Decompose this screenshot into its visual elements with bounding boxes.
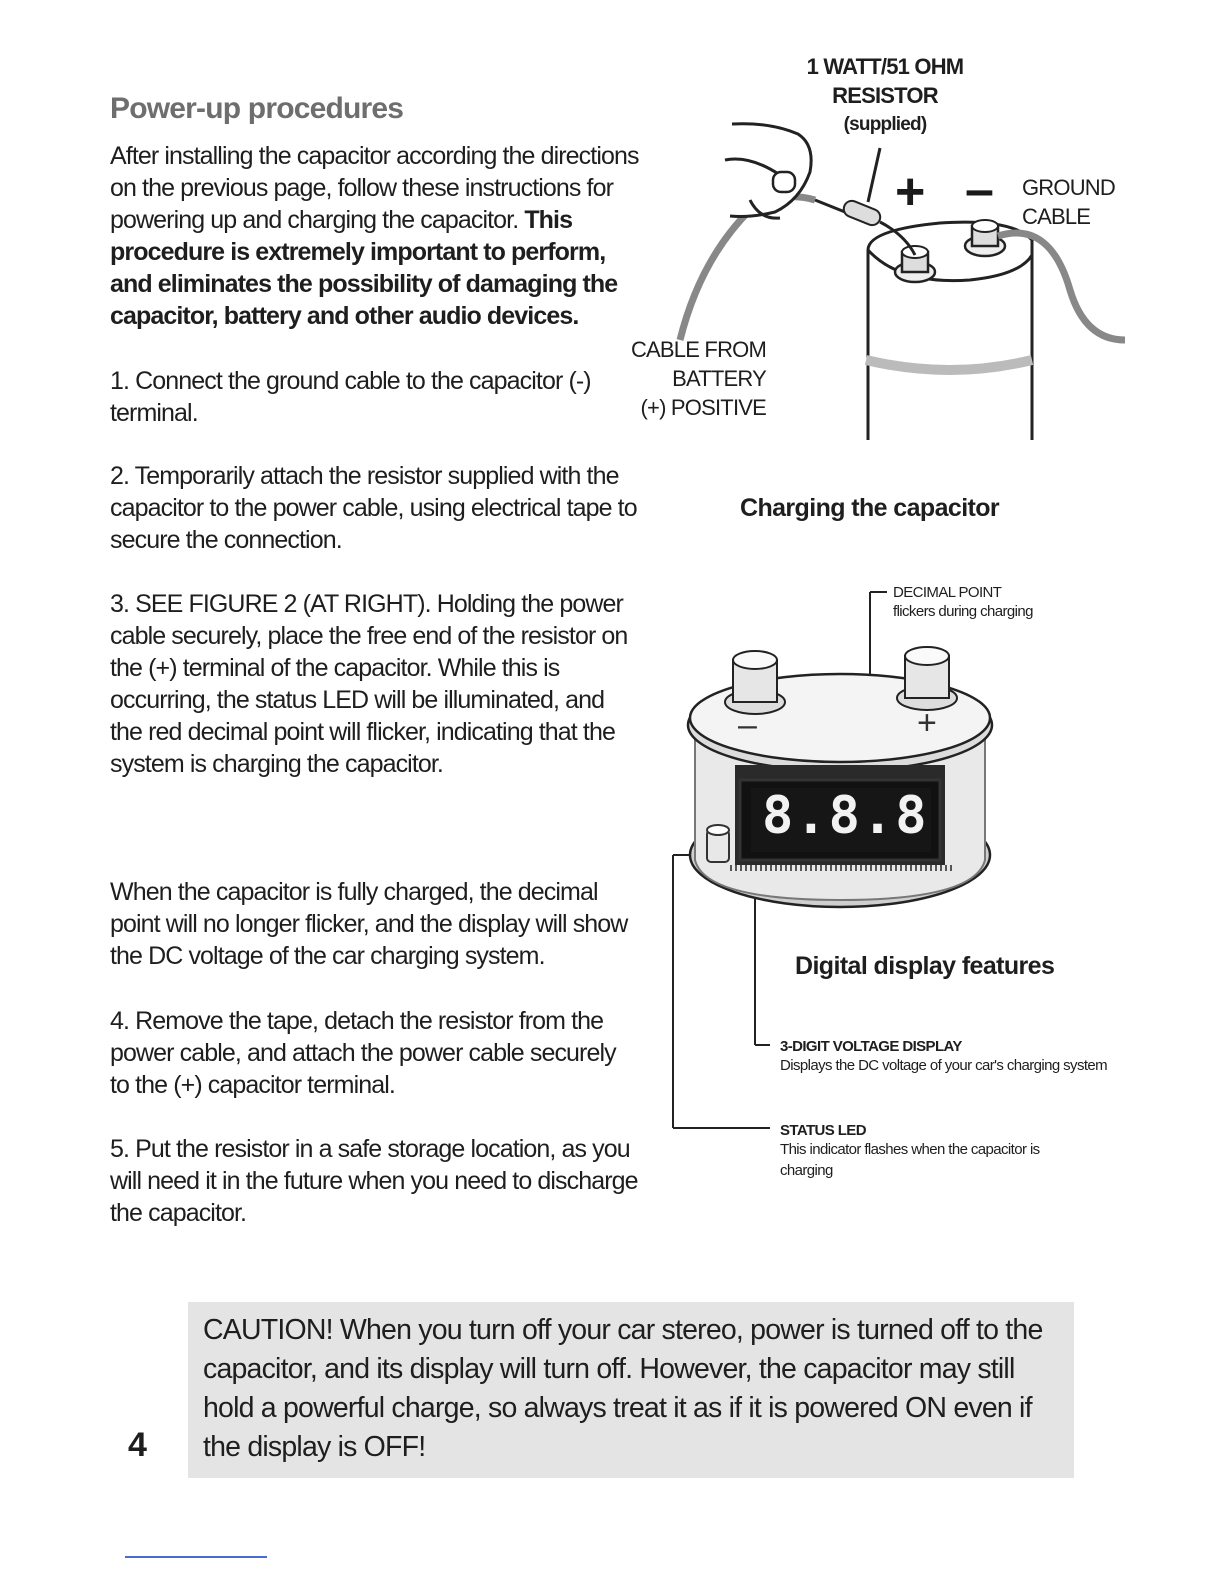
display-minus-sign: – — [738, 706, 757, 744]
step-3: 3. SEE FIGURE 2 (AT RIGHT). Holding the power cable securely, place the free end of the resistor on the (+) terminal of the capacitor. While this is occurring, the status LED will be illuminated, and the red decimal point will flicker, indicating that the system is charging the capacitor. — [110, 590, 628, 778]
step-4: 4. Remove the tape, detach the resistor from the power cable, and attach the power cable securely to the (+) capacitor terminal. — [110, 1007, 616, 1099]
battery-cable-label — [620, 335, 766, 422]
intro-paragraph — [110, 140, 640, 332]
charging-caption: Charging the capacitor — [740, 494, 1000, 522]
decimal-callout-text: flickers during charging — [893, 603, 1033, 620]
led-callout-text: This indicator flashes when the capacitor is charging — [780, 1141, 1040, 1179]
cable-label-line2: BATTERY — [672, 366, 766, 391]
voltage-display-callout — [780, 1038, 1110, 1076]
cable-label-line3: (+) POSITIVE — [640, 395, 766, 420]
decimal-callout-title: DECIMAL POINT — [893, 584, 1002, 601]
step-5: 5. Put the resistor in a safe storage location, as you will need it in the future when you need to discharge the capacitor. — [110, 1135, 638, 1227]
ground-cable-label — [1022, 173, 1115, 231]
resistor-label — [760, 52, 1010, 139]
footer-rule — [125, 1556, 267, 1558]
decimal-point-callout — [893, 584, 1093, 622]
step-1: 1. Connect the ground cable to the capacitor (-) terminal. — [110, 367, 591, 427]
led-callout-title: STATUS LED — [780, 1122, 866, 1139]
caution-text: CAUTION! When you turn off your car stereo, power is turned off to the capacitor, and its display will turn off. However, the capacitor may still hold a powerful charge, so always treat it as if it is powered ON even if the display is OFF! — [203, 1314, 1043, 1463]
page-heading: Power-up procedures — [110, 92, 404, 125]
status-led-callout — [780, 1122, 1090, 1181]
display-plus-sign: + — [917, 704, 937, 742]
resistor-label-line1: 1 WATT/51 OHM — [806, 54, 964, 79]
page-number: 4 — [128, 1426, 147, 1464]
cable-label-line1: CABLE FROM — [630, 337, 766, 362]
intro-emphasis: This procedure is extremely important to perform, and eliminates the possibility of damaging the capacitor, battery and other audio devices. — [110, 206, 618, 330]
resistor-label-line3: (supplied) — [843, 114, 927, 135]
led-readout: 8.8.8 — [762, 786, 929, 846]
display-caption: Digital display features — [795, 952, 1055, 980]
resistor-label-line2: RESISTOR — [832, 83, 938, 108]
plus-sign: + — [895, 163, 926, 221]
ground-label-line1: GROUND — [1022, 175, 1115, 200]
charged-note: When the capacitor is fully charged, the decimal point will no longer flicker, and the display will show the DC voltage of the car charging system. — [110, 878, 628, 970]
intro-text: After installing the capacitor according the directions on the previous page, follow these instructions for powering up and charging the capacitor. — [110, 142, 639, 234]
step-2: 2. Temporarily attach the resistor supplied with the capacitor to the power cable, using electrical tape to secure the connection. — [110, 462, 637, 554]
ground-label-line2: CABLE — [1022, 204, 1091, 229]
minus-sign: – — [965, 161, 994, 219]
voltage-callout-title: 3-DIGIT VOLTAGE DISPLAY — [780, 1038, 962, 1055]
voltage-callout-text: Displays the DC voltage of your car's charging system — [780, 1057, 1108, 1074]
